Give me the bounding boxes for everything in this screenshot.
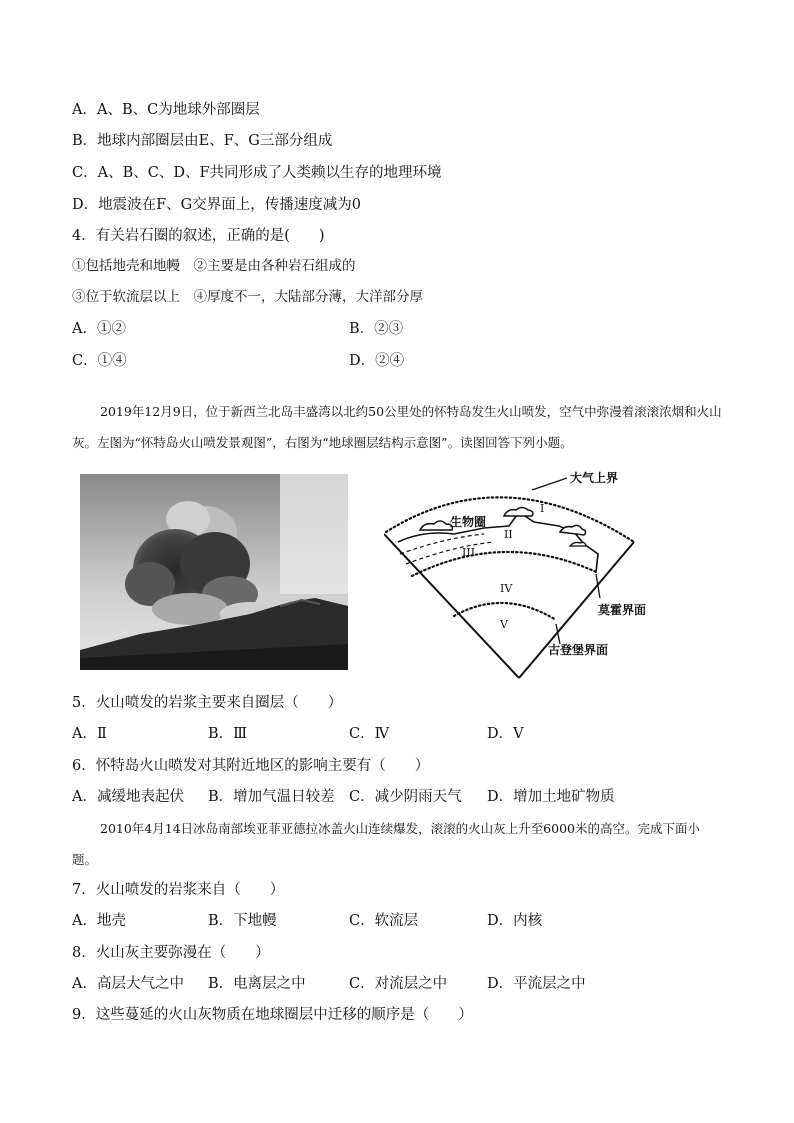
q5-option-a: A．Ⅱ [72,726,107,742]
q7-option-b: B．下地幔 [208,913,277,929]
moho-boundary-line [412,552,596,576]
q8-option-d: D．平流层之中 [487,976,586,992]
q8-option-b: B．电离层之中 [208,976,306,992]
q6-option-d: D．增加土地矿物质 [487,789,615,805]
q4-option-c: C．①④ [72,353,127,369]
q6-option-c: C．减少阴雨天气 [349,789,462,805]
q7-stem: 7．火山喷发的岩浆来自（ ） [72,882,285,898]
q8-option-a: A．高层大气之中 [72,976,184,992]
roman-iii: III [462,546,476,559]
q5-option-b: B．Ⅲ [208,726,248,742]
earth-layers-diagram [384,468,650,682]
roman-iv: IV [500,582,513,595]
q3-option-d: D．地震波在F、G交界面上，传播速度减为0 [72,197,361,213]
label-gutenberg: 古登堡界面 [548,643,609,657]
q3-option-a: A．A、B、C为地球外部圈层 [72,102,260,118]
q7-option-a: A．地壳 [72,913,126,929]
passage-1: 2019年12月9日，位于新西兰北岛丰盛湾以北约50公里处的怀特岛发生火山喷发，空气中弥漫着滚滚浓烟和火山灰。左图为“怀特岛火山喷发景观图”，右图为“地球圈层结构示意图”。读图回答下列小题。 [72,404,722,450]
q5-stem: 5．火山喷发的岩浆主要来自圈层（ ） [72,695,343,711]
q4-option-d: D．②④ [349,353,405,369]
q3-option-c: C．A、B、C、D、F共同形成了人类赖以生存的地理环境 [72,165,442,181]
q8-option-c: C．对流层之中 [349,976,448,992]
label-moho: 莫霍界面 [598,603,647,617]
label-biosphere: 生物圈 [450,515,487,529]
q5-option-c: C．Ⅳ [349,726,390,742]
q5-option-d: D．Ⅴ [487,726,524,742]
roman-ii: II [504,528,513,541]
roman-i: I [540,502,545,515]
q4-statements-2: ③位于软流层以上 ④厚度不一，大陆部分薄，大洋部分厚 [72,289,423,305]
volcano-eruption-photo [80,474,348,670]
q3-option-b: B．地球内部圈层由E、F、G三部分组成 [72,133,333,149]
q4-stem: 4．有关岩石圈的叙述，正确的是( ) [72,228,325,244]
q8-stem: 8．火山灰主要弥漫在（ ） [72,945,270,961]
q7-option-d: D．内核 [487,913,543,929]
q6-option-b: B．增加气温日较差 [208,789,335,805]
label-atmosphere-top: 大气上界 [570,471,619,485]
q4-option-a: A．①② [72,321,126,337]
roman-v: V [500,618,508,631]
q4-statements-1: ①包括地壳和地幔 ②主要是由各种岩石组成的 [72,258,356,274]
q9-stem: 9．这些蔓延的火山灰物质在地球圈层中迁移的顺序是（ ） [72,1007,473,1023]
q4-option-b: B．②③ [349,321,404,337]
passage-2: 2010年4月14日冰岛南部埃亚菲亚德拉冰盖火山连续爆发，滚滚的火山灰上升至6000米的高空。完成下面小题。 [72,821,700,867]
land-surface-line [398,512,598,572]
q6-stem: 6．怀特岛火山喷发对其附近地区的影响主要有（ ） [72,758,430,774]
q6-option-a: A．减缓地表起伏 [72,789,184,805]
q7-option-c: C．软流层 [349,913,419,929]
sector-left-edge [384,534,519,678]
